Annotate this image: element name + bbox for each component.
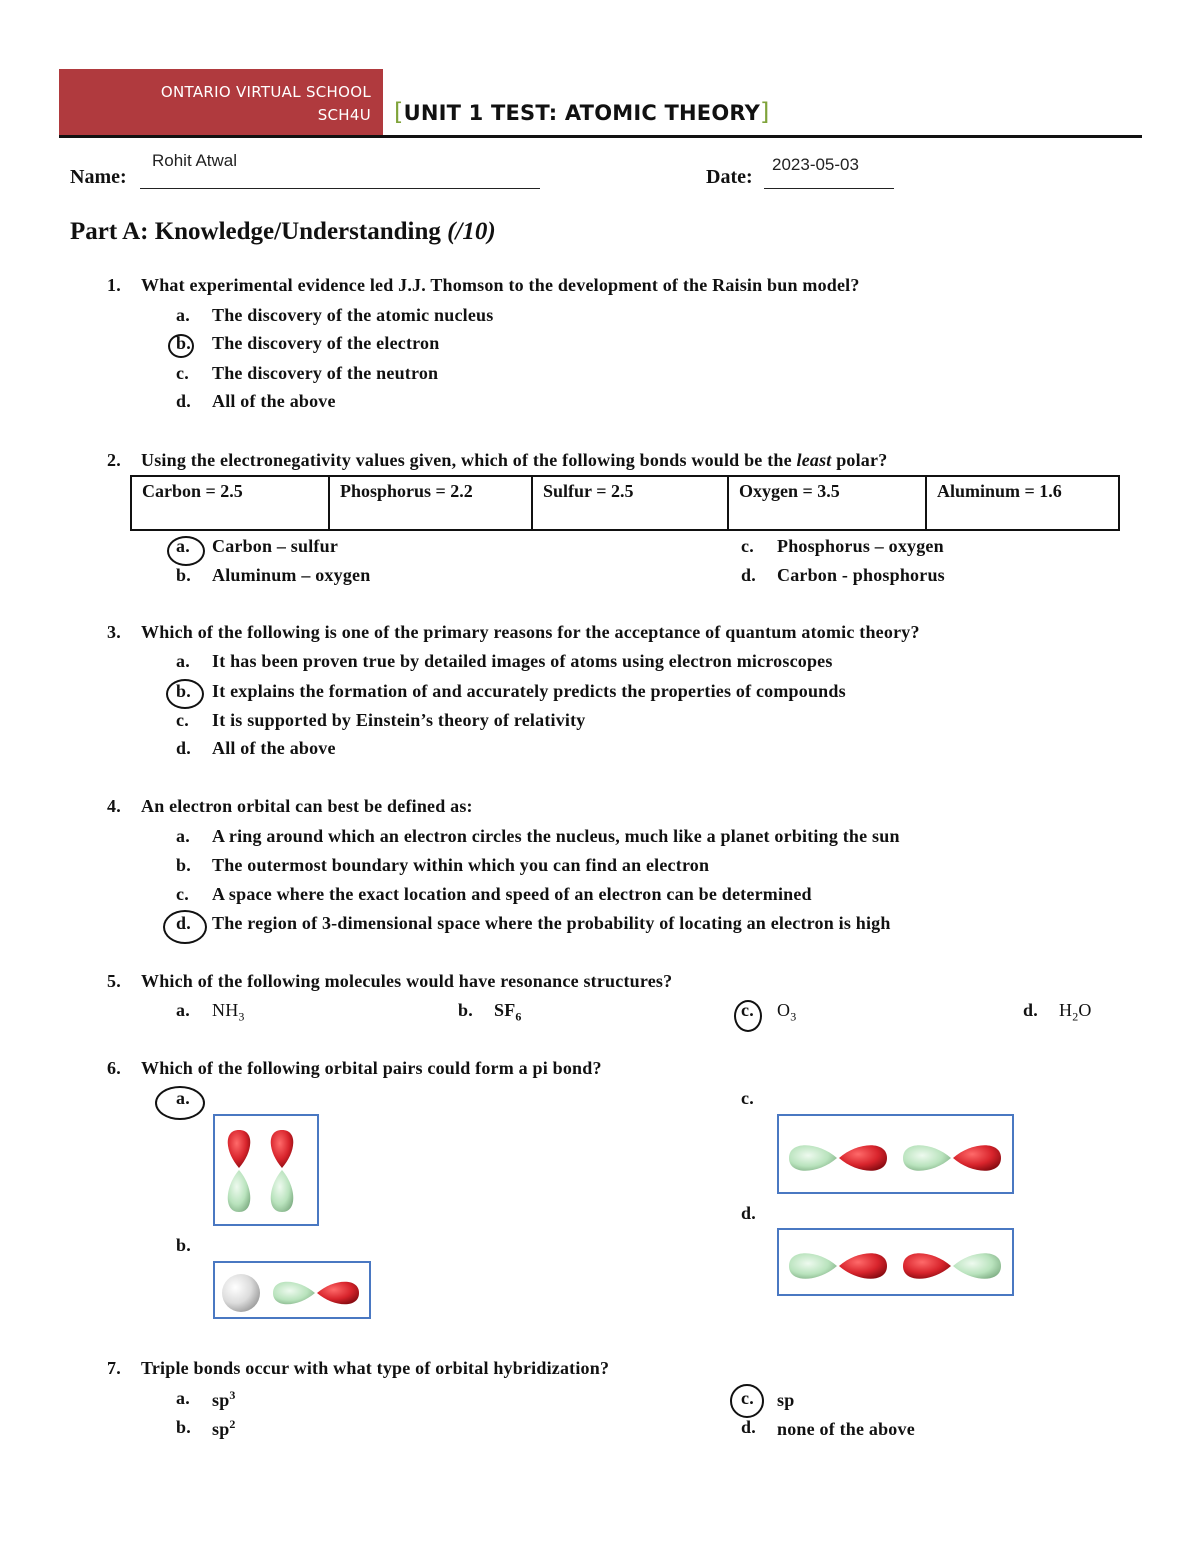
- q2-option-c[interactable]: Phosphorus – oxygen: [777, 536, 944, 556]
- en-cell-oxygen: Oxygen = 3.5: [728, 476, 926, 530]
- q1-option-a[interactable]: The discovery of the atomic nucleus: [212, 305, 494, 325]
- q7-option-c[interactable]: sp: [777, 1390, 795, 1410]
- course-code: SCH4U: [317, 106, 371, 124]
- q6-option-b-label[interactable]: b.: [176, 1235, 191, 1255]
- school-name: ONTARIO VIRTUAL SCHOOL: [160, 83, 371, 101]
- q3-option-a-label[interactable]: a.: [176, 651, 190, 671]
- q3-text: Which of the following is one of the primary reasons for the acceptance of quantum atomic theory?: [141, 622, 920, 642]
- q4-text: An electron orbital can best be defined as:: [141, 796, 473, 816]
- q6-option-a-label[interactable]: a.: [176, 1088, 190, 1108]
- q5-option-c-label[interactable]: c.: [741, 1000, 754, 1020]
- q4-option-b-label[interactable]: b.: [176, 855, 191, 875]
- q4-option-a[interactable]: A ring around which an electron circles the nucleus, much like a planet orbiting the sun: [212, 826, 900, 846]
- q1-option-a-label[interactable]: a.: [176, 305, 190, 325]
- q1-option-d-label[interactable]: d.: [176, 391, 191, 411]
- school-banner: [59, 69, 383, 137]
- q5-option-a-label[interactable]: a.: [176, 1000, 190, 1020]
- answer-circle-mark: [155, 1086, 205, 1120]
- q5-option-c[interactable]: $O_3$: [777, 1000, 797, 1024]
- answer-circle-mark: [168, 334, 194, 358]
- q5-number: 5.: [107, 971, 121, 991]
- part-a-title: Part A: Knowledge/Understanding (/10): [70, 218, 496, 245]
- q1-option-b[interactable]: The discovery of the electron: [212, 333, 440, 353]
- q4-option-d[interactable]: The region of 3-dimensional space where the probability of locating an electron is high: [212, 913, 891, 933]
- en-cell-phosphorus: Phosphorus = 2.2: [329, 476, 532, 530]
- q3-option-b[interactable]: It explains the formation of and accurately predicts the properties of compounds: [212, 681, 846, 701]
- q1-option-c-label[interactable]: c.: [176, 363, 189, 383]
- electronegativity-table: [130, 475, 1120, 531]
- q7-text: Triple bonds occur with what type of orbital hybridization?: [141, 1358, 610, 1378]
- test-title: [UNIT 1 TEST: ATOMIC THEORY]: [394, 98, 770, 126]
- orbital-diagram-d[interactable]: [777, 1228, 1014, 1296]
- q7-option-c-label[interactable]: c.: [741, 1388, 754, 1408]
- answer-circle-mark: [734, 1000, 762, 1032]
- q3-option-a[interactable]: It has been proven true by detailed images of atoms using electron microscopes: [212, 651, 833, 671]
- q2-text: Using the electronegativity values given, which of the following bonds would be the least polar?: [141, 450, 888, 470]
- orbital-diagram-a[interactable]: [213, 1114, 319, 1226]
- q5-text: Which of the following molecules would have resonance structures?: [141, 971, 673, 991]
- q2-option-a[interactable]: Carbon – sulfur: [212, 536, 339, 556]
- q7-option-a-label[interactable]: a.: [176, 1388, 190, 1408]
- q5-option-d-label[interactable]: d.: [1023, 1000, 1038, 1020]
- q4-option-c[interactable]: A space where the exact location and speed of an electron can be determined: [212, 884, 812, 904]
- q2-option-b[interactable]: Aluminum – oxygen: [212, 565, 371, 585]
- q3-option-d[interactable]: All of the above: [212, 738, 336, 758]
- q7-option-a[interactable]: $sp^3$: [212, 1388, 236, 1410]
- q1-option-c[interactable]: The discovery of the neutron: [212, 363, 439, 383]
- q7-option-d[interactable]: none of the above: [777, 1419, 915, 1439]
- answer-circle-mark: [163, 910, 207, 944]
- q5-option-b-label[interactable]: b.: [458, 1000, 473, 1020]
- q1-number: 1.: [107, 275, 121, 295]
- q4-option-d-label[interactable]: d.: [176, 913, 191, 933]
- header-rule: [59, 135, 1142, 138]
- q6-option-c-label[interactable]: c.: [741, 1088, 754, 1108]
- p-orbitals-parallel-icon: [215, 1116, 317, 1224]
- q5-option-b[interactable]: $SF_6$: [494, 1000, 522, 1024]
- orbital-diagram-c[interactable]: [777, 1114, 1014, 1194]
- q2-option-d-label[interactable]: d.: [741, 565, 756, 585]
- q5-option-d[interactable]: $H_2O$: [1059, 1000, 1092, 1024]
- p-orbitals-facing-icon: [779, 1230, 1012, 1294]
- q7-option-b-label[interactable]: b.: [176, 1417, 191, 1437]
- answer-circle-mark: [167, 536, 205, 566]
- date-value[interactable]: 2023-05-03: [772, 155, 859, 174]
- en-cell-aluminum: Aluminum = 1.6: [926, 476, 1119, 530]
- q4-option-c-label[interactable]: c.: [176, 884, 189, 904]
- q2-option-c-label[interactable]: c.: [741, 536, 754, 556]
- q2-option-d[interactable]: Carbon - phosphorus: [777, 565, 945, 585]
- q6-option-d-label[interactable]: d.: [741, 1203, 756, 1223]
- en-cell-sulfur: Sulfur = 2.5: [532, 476, 728, 530]
- q4-option-b[interactable]: The outermost boundary within which you can find an electron: [212, 855, 710, 875]
- q1-option-d[interactable]: All of the above: [212, 391, 336, 411]
- q4-number: 4.: [107, 796, 121, 816]
- q3-number: 3.: [107, 622, 121, 642]
- q6-text: Which of the following orbital pairs could form a pi bond?: [141, 1058, 602, 1078]
- q3-option-c-label[interactable]: c.: [176, 710, 189, 730]
- name-value[interactable]: Rohit Atwal: [152, 151, 238, 170]
- q2-number: 2.: [107, 450, 121, 470]
- name-label: Name:: [70, 166, 127, 188]
- en-cell-carbon: Carbon = 2.5: [131, 476, 329, 530]
- answer-circle-mark: [730, 1384, 764, 1418]
- date-line: [764, 188, 894, 189]
- q2-option-b-label[interactable]: b.: [176, 565, 191, 585]
- q6-number: 6.: [107, 1058, 121, 1078]
- q7-option-b[interactable]: $sp^2$: [212, 1417, 236, 1439]
- q3-option-b-label[interactable]: b.: [176, 681, 191, 701]
- q5-option-a[interactable]: $NH_3$: [212, 1000, 245, 1024]
- name-line: [140, 188, 540, 189]
- s-p-orbital-icon: [215, 1263, 369, 1317]
- q7-number: 7.: [107, 1358, 121, 1378]
- orbital-diagram-b[interactable]: [213, 1261, 371, 1319]
- q7-option-d-label[interactable]: d.: [741, 1417, 756, 1437]
- q1-option-b-label[interactable]: b.: [176, 333, 191, 353]
- q1-text: What experimental evidence led J.J. Thomson to the development of the Raisin bun model?: [141, 275, 860, 295]
- q3-option-c[interactable]: It is supported by Einstein’s theory of relativity: [212, 710, 586, 730]
- q3-option-d-label[interactable]: d.: [176, 738, 191, 758]
- date-label: Date:: [706, 166, 753, 188]
- p-orbitals-head-to-tail-icon: [779, 1116, 1012, 1192]
- q4-option-a-label[interactable]: a.: [176, 826, 190, 846]
- q2-option-a-label[interactable]: a.: [176, 536, 190, 556]
- answer-circle-mark: [166, 679, 204, 709]
